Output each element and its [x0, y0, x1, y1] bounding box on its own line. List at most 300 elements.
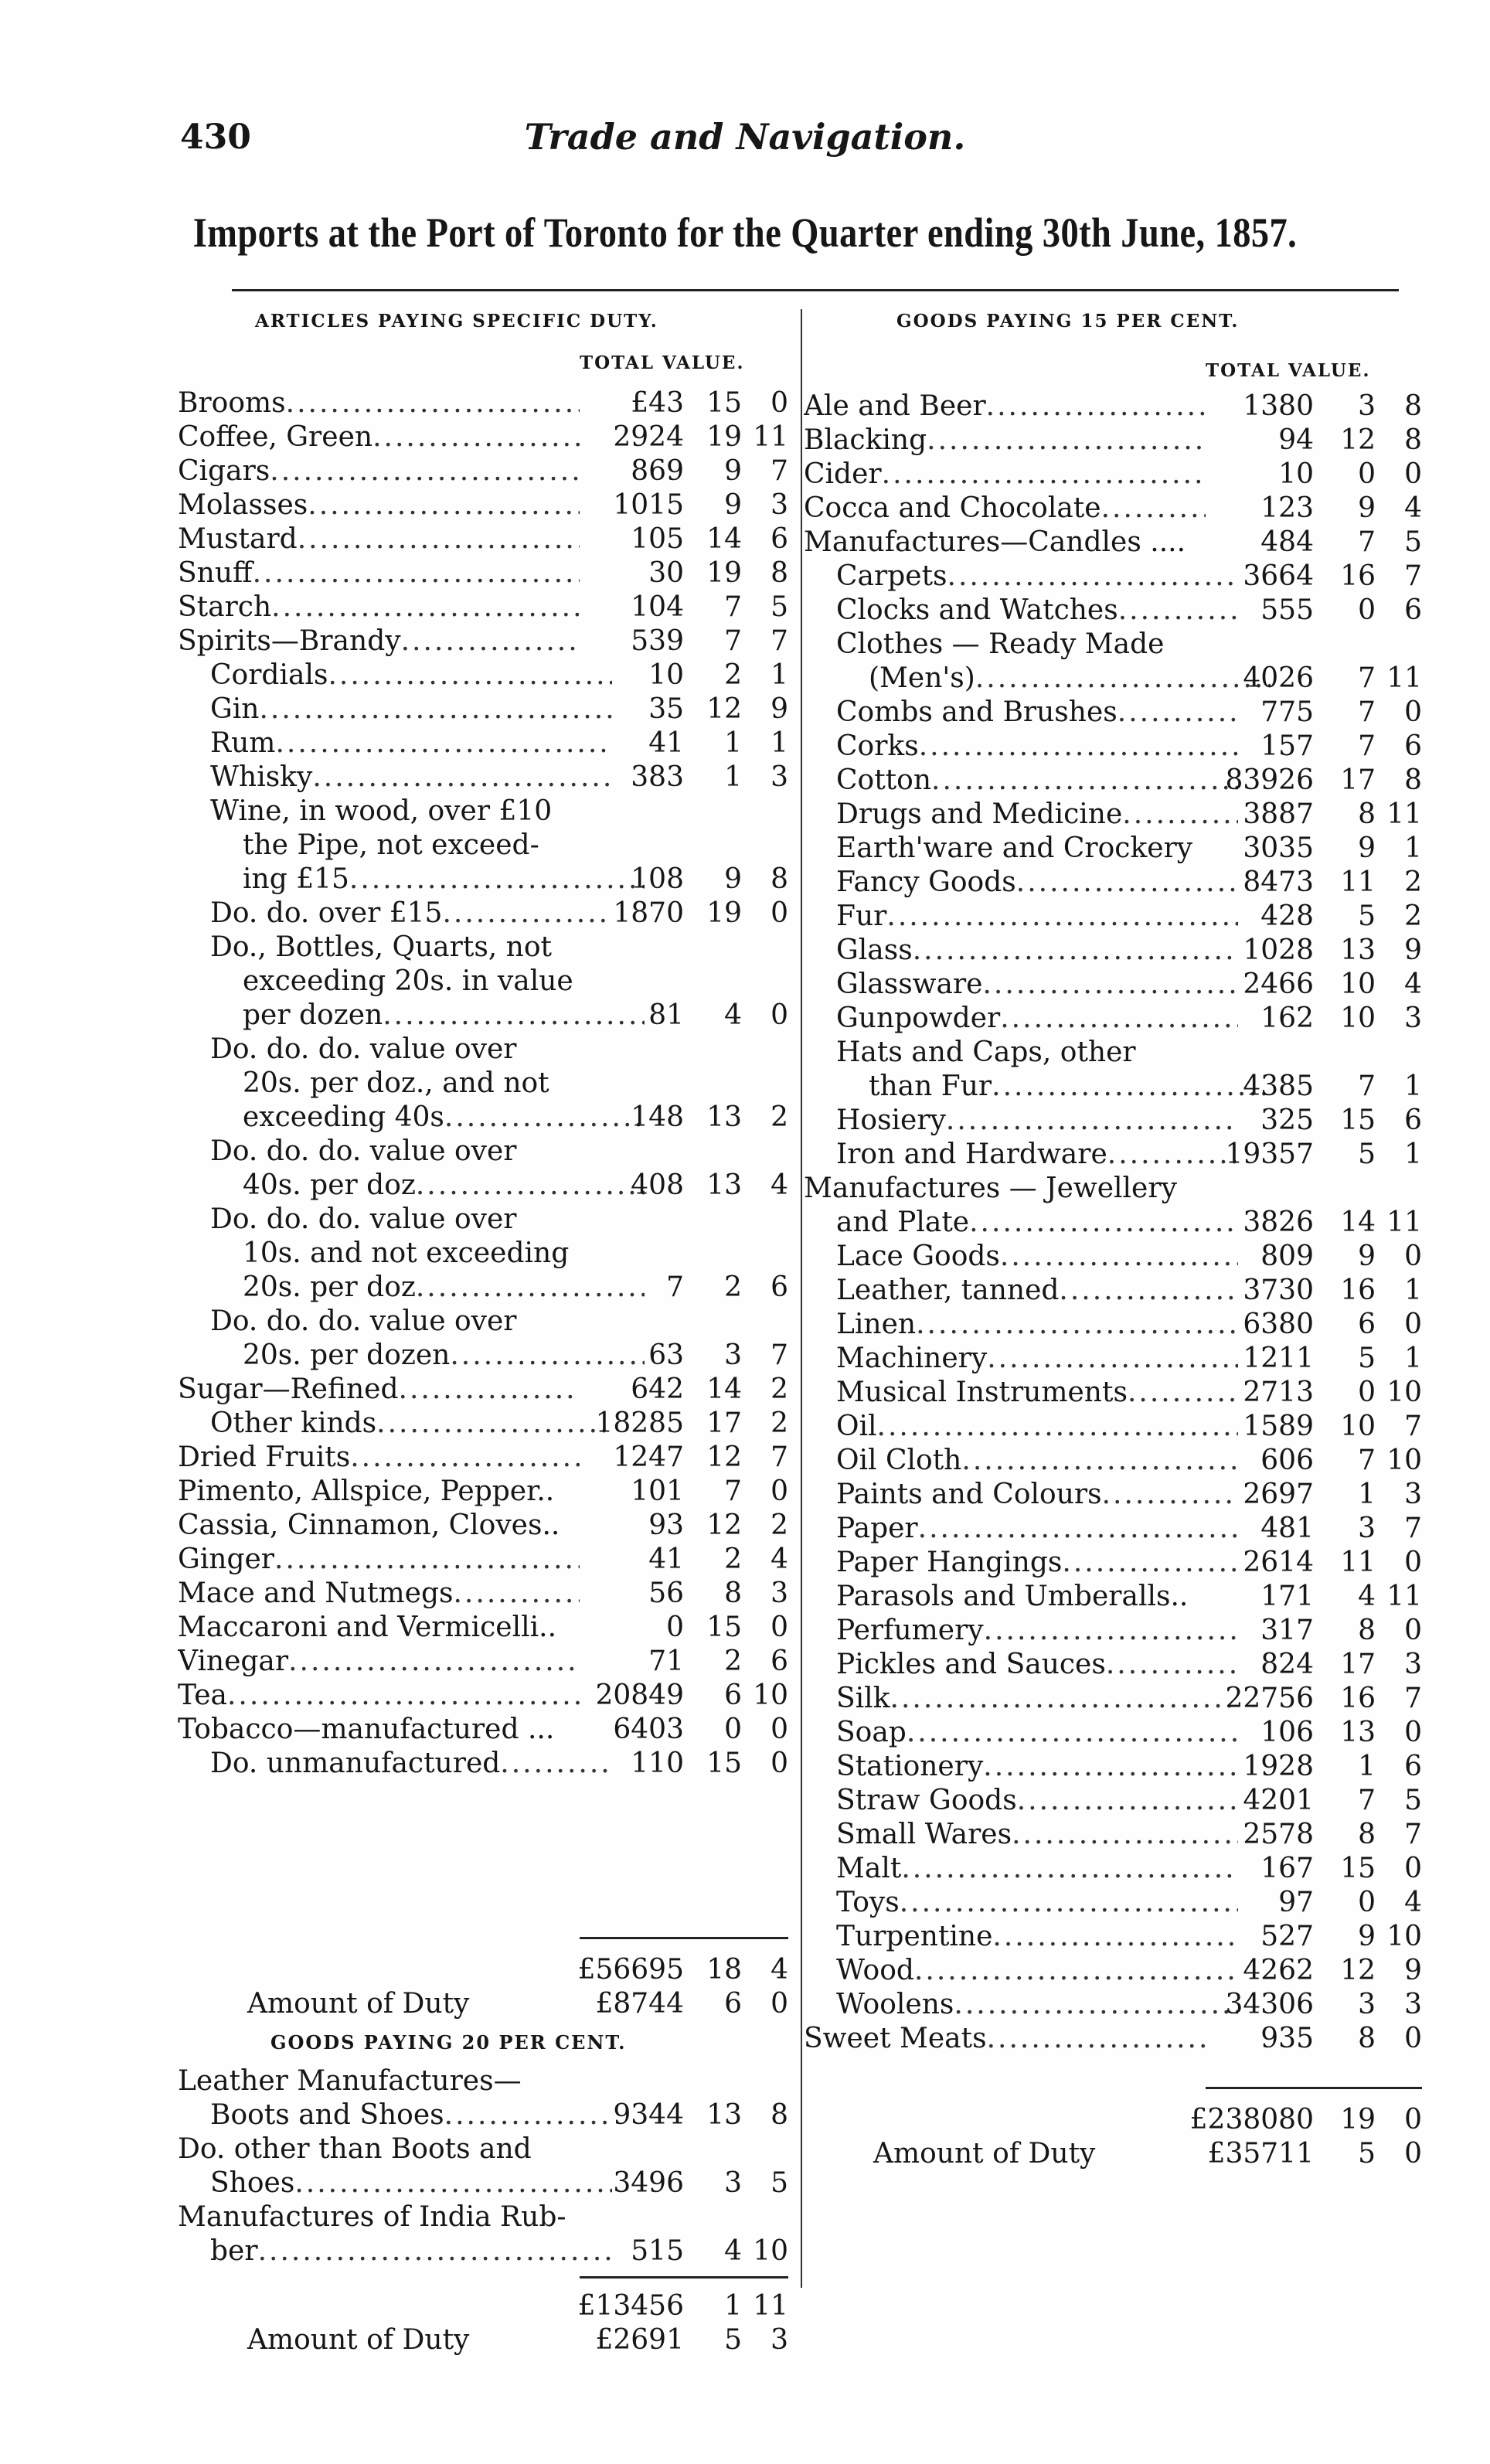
pounds-value: 157 [1260, 730, 1314, 762]
shillings-value: 6 [724, 1680, 742, 1711]
pence-value: 0 [1404, 458, 1422, 490]
shillings-value: 6 [724, 1988, 742, 2020]
item-name: Coffee, Green [178, 421, 373, 453]
pence-value: 0 [1404, 1717, 1422, 1748]
leader-dots [1012, 1818, 1238, 1852]
item-name: 20s. per dozen [243, 1339, 451, 1371]
pence-value: 8 [1404, 764, 1422, 796]
pounds-value: 325 [1260, 1104, 1314, 1136]
shillings-value: 7 [1358, 1445, 1376, 1476]
row-label [836, 1852, 1238, 1886]
item-name: Drugs and Medicine [836, 798, 1123, 830]
leader-dots [258, 2234, 612, 2268]
item-name: Hosiery [836, 1104, 946, 1136]
shillings-value: 19 [706, 557, 742, 589]
row-label [869, 1070, 1271, 1104]
shillings-value: 7 [1358, 1785, 1376, 1816]
table-row [804, 696, 1422, 730]
pence-value: 3 [771, 2324, 788, 2356]
table-row [178, 386, 788, 420]
pounds-value: 1211 [1243, 1343, 1314, 1374]
row-label [178, 420, 580, 454]
pence-value: 11 [1386, 1581, 1422, 1612]
duty-row [804, 2137, 1422, 2171]
pounds-value: 4201 [1243, 1785, 1314, 1816]
pence-value: 1 [1404, 1343, 1422, 1374]
item-name: Shoes [210, 2167, 295, 2199]
table-row [804, 832, 1422, 866]
item-name: Cordials [210, 659, 328, 691]
pence-value: 0 [1404, 1615, 1422, 1646]
leader-dots [271, 590, 580, 625]
pounds-value: 162 [1260, 1002, 1314, 1034]
row-label [210, 1203, 612, 1237]
table-row [178, 1305, 788, 1339]
right-total-value-heading: TOTAL VALUE. [1206, 360, 1371, 381]
table-row [804, 1648, 1422, 1682]
pence-value: 0 [771, 999, 788, 1031]
row-label [836, 1138, 1238, 1172]
pounds-value: 3496 [613, 2167, 684, 2199]
table-row [804, 1070, 1422, 1104]
shillings-value: 7 [724, 1475, 742, 1507]
pounds-value: 167 [1260, 1853, 1314, 1884]
shillings-value: 9 [1358, 1241, 1376, 1272]
table-row [804, 1002, 1422, 1036]
item-name: Boots and Shoes [210, 2099, 444, 2131]
pounds-value: 1247 [613, 1441, 684, 1473]
pence-value: 3 [771, 489, 788, 521]
pence-value: 8 [771, 863, 788, 895]
pence-value: 4 [1404, 492, 1422, 524]
pounds-value: 1015 [613, 489, 684, 521]
leader-dots [1000, 1002, 1238, 1036]
leader-dots [1017, 1784, 1238, 1818]
table-row [178, 693, 788, 727]
pounds-value: £13456 [577, 2290, 684, 2322]
pounds-value: 4385 [1243, 1070, 1314, 1102]
table-row [804, 1580, 1422, 1614]
row-label [836, 1444, 1238, 1478]
shillings-value: 7 [1358, 1070, 1376, 1102]
item-name: Machinery [836, 1343, 988, 1374]
leader-dots [982, 968, 1238, 1002]
shillings-value: 3 [1358, 1989, 1376, 2020]
pence-value: 6 [1404, 1104, 1422, 1136]
pounds-value: £43 [631, 387, 684, 419]
shillings-value: 10 [1340, 968, 1376, 1000]
leader-dots [1000, 1240, 1238, 1274]
shillings-value: 11 [1340, 866, 1376, 898]
leader-dots [986, 390, 1206, 424]
table-row [804, 1478, 1422, 1512]
row-label [836, 1648, 1238, 1682]
pounds-value: £2691 [595, 2324, 684, 2356]
item-name: Tea [178, 1680, 227, 1711]
item-name: Do. do. do. value over [210, 1305, 517, 1337]
row-label [210, 1305, 612, 1339]
table-row [178, 1407, 788, 1441]
item-name: Cigars [178, 455, 270, 487]
table-row [804, 730, 1422, 764]
shillings-value: 12 [706, 693, 742, 725]
pounds-value: 2713 [1243, 1377, 1314, 1408]
table-row [804, 492, 1422, 526]
pounds-value: 4026 [1243, 662, 1314, 694]
table-row [804, 1954, 1422, 1988]
pence-value: 6 [771, 523, 788, 555]
table-row [804, 1376, 1422, 1410]
pence-value: 0 [771, 1611, 788, 1643]
row-label [836, 1818, 1238, 1852]
table-row [804, 1342, 1422, 1376]
shillings-value: 1 [724, 2290, 742, 2322]
row-label [836, 1036, 1238, 1070]
shillings-value: 0 [1358, 458, 1376, 490]
subtotal-rule [580, 1937, 788, 1939]
shillings-value: 1 [724, 727, 742, 759]
item-name: Do. do. do. value over [210, 1203, 517, 1235]
row-label [836, 1002, 1238, 1036]
row-label [836, 1376, 1238, 1410]
row-label [178, 2064, 580, 2098]
leader-dots [350, 1441, 580, 1475]
leader-dots [270, 454, 580, 488]
pence-value: 1 [1404, 832, 1422, 864]
pence-value: 11 [1386, 798, 1422, 830]
pence-value: 11 [753, 421, 788, 453]
shillings-value: 8 [1358, 1819, 1376, 1850]
row-label [210, 795, 612, 829]
top-rule [232, 289, 1399, 291]
item-name: Iron and Hardware [836, 1138, 1107, 1170]
pounds-value: 642 [631, 1373, 684, 1405]
leader-dots [987, 2022, 1206, 2056]
pounds-value: 22756 [1225, 1683, 1314, 1714]
pence-value: 10 [1386, 1377, 1422, 1408]
shillings-value: 9 [1358, 492, 1376, 524]
pounds-value: 1589 [1243, 1411, 1314, 1442]
item-name: Fur [836, 900, 887, 932]
leader-dots [947, 560, 1238, 594]
pounds-value: 123 [1260, 492, 1314, 524]
pounds-value: 97 [1278, 1887, 1314, 1918]
leader-dots [931, 764, 1238, 798]
row-label [210, 2166, 612, 2200]
shillings-value: 16 [1340, 1275, 1376, 1306]
shillings-value: 5 [1358, 1343, 1376, 1374]
item-name: Manufactures — Jewellery [804, 1172, 1177, 1204]
pounds-value: 775 [1260, 696, 1314, 728]
leader-dots [308, 488, 580, 522]
item-name: Oil [836, 1411, 877, 1442]
pounds-value: 2614 [1243, 1547, 1314, 1578]
pence-value: 1 [771, 727, 788, 759]
leader-dots [298, 522, 580, 556]
row-label [178, 556, 580, 590]
item-name: Do. unmanufactured [210, 1748, 501, 1779]
table-row [804, 458, 1422, 492]
pounds-value: 19357 [1225, 1138, 1314, 1170]
item-name: Mace and Nutmegs [178, 1577, 454, 1609]
leader-dots [259, 693, 612, 727]
pence-value: 5 [771, 591, 788, 623]
item-name: Straw Goods [836, 1785, 1017, 1816]
shillings-value: 13 [1340, 1717, 1376, 1748]
left-table [178, 386, 788, 1781]
pence-value: 7 [1404, 1819, 1422, 1850]
table-row [804, 1988, 1422, 2022]
row-label [836, 560, 1238, 594]
table-row [804, 968, 1422, 1002]
item-name: Soap [836, 1717, 907, 1748]
shillings-value: 5 [1358, 1138, 1376, 1170]
item-name: ing £15 [243, 863, 349, 895]
row-label [243, 1067, 645, 1101]
duty-row [178, 1987, 788, 2021]
row-label [804, 1172, 1206, 1206]
table-row [178, 1271, 788, 1305]
row-label [178, 2132, 580, 2166]
pounds-value: 539 [631, 625, 684, 657]
table-row [804, 1410, 1422, 1444]
row-label [836, 934, 1238, 968]
table-row [804, 1750, 1422, 1784]
row-label [836, 1308, 1238, 1342]
leader-dots [954, 1988, 1238, 2022]
item-name: Earth'ware and Crockery [836, 832, 1193, 864]
row-label [178, 1543, 580, 1577]
shillings-value: 15 [706, 1611, 742, 1643]
shillings-value: 3 [1358, 390, 1376, 422]
row-label [836, 1614, 1238, 1648]
pence-value: 11 [753, 2290, 788, 2322]
table-row [804, 1274, 1422, 1308]
pence-value: 3 [771, 1577, 788, 1609]
row-label [210, 1135, 612, 1169]
item-name: Toys [836, 1887, 900, 1918]
table-row [804, 1444, 1422, 1478]
pounds-value: 10 [648, 659, 684, 691]
shillings-value: 1 [724, 761, 742, 793]
leader-dots [328, 659, 612, 693]
pence-value: 0 [771, 1714, 788, 1745]
pounds-value: 93 [648, 1509, 684, 1541]
shillings-value: 9 [724, 863, 742, 895]
pence-value: 1 [771, 659, 788, 691]
row-label [836, 1512, 1238, 1546]
leader-dots [453, 1577, 580, 1611]
item-name: Starch [178, 591, 272, 623]
duty-label: Amount of Duty [247, 1988, 470, 2020]
pounds-value: 481 [1260, 1513, 1314, 1544]
table-row [804, 1920, 1422, 1954]
row-label [178, 1577, 580, 1611]
pounds-value: 34306 [1225, 1989, 1314, 2020]
pounds-value: 3887 [1243, 798, 1314, 830]
pounds-value: 110 [631, 1748, 684, 1779]
pence-value: 0 [771, 1748, 788, 1779]
row-label [178, 1509, 580, 1543]
shillings-value: 9 [1358, 1921, 1376, 1952]
row-label [836, 1206, 1238, 1240]
item-name: Gunpowder [836, 1002, 1001, 1034]
pence-value: 0 [1404, 2138, 1422, 2170]
item-name: Molasses [178, 489, 308, 521]
pence-value: 1 [1404, 1070, 1422, 1102]
item-name: Stationery [836, 1751, 984, 1782]
row-label [178, 1475, 580, 1509]
row-label [869, 662, 1271, 696]
item-name: Maccaroni and Vermicelli.. [178, 1611, 557, 1643]
pounds-value: 383 [631, 761, 684, 793]
pounds-value: 83926 [1225, 764, 1314, 796]
pence-value: 8 [1404, 390, 1422, 422]
row-label [178, 1679, 580, 1713]
table-row [178, 454, 788, 488]
table-row [178, 1203, 788, 1237]
table-row [804, 1614, 1422, 1648]
item-name: Paper [836, 1513, 918, 1544]
table-row [178, 727, 788, 761]
row-label [836, 832, 1238, 866]
item-name: Combs and Brushes [836, 696, 1118, 728]
pounds-value: 935 [1260, 2023, 1314, 2054]
table-row [178, 1067, 788, 1101]
row-label [836, 1478, 1238, 1512]
running-title: Trade and Navigation. [524, 116, 966, 158]
item-name: Leather Manufactures— [178, 2065, 522, 2097]
shillings-value: 15 [706, 387, 742, 419]
shillings-value: 17 [706, 1407, 742, 1439]
leader-dots [877, 1410, 1238, 1444]
table-row [178, 1713, 788, 1747]
pence-value: 7 [771, 1441, 788, 1473]
table-row [178, 522, 788, 556]
leader-dots [913, 934, 1238, 968]
shillings-value: 3 [1358, 1513, 1376, 1544]
pounds-value: 555 [1260, 594, 1314, 626]
shillings-value: 17 [1340, 764, 1376, 796]
table-row [804, 628, 1422, 662]
table-row [804, 866, 1422, 900]
item-name: Musical Instruments [836, 1377, 1128, 1408]
pounds-value: 484 [1260, 526, 1314, 558]
shillings-value: 13 [706, 1101, 742, 1133]
leader-dots [890, 1682, 1238, 1716]
pounds-value: 63 [648, 1339, 684, 1371]
item-name: Blacking [804, 424, 927, 456]
subtotal-rule [1206, 2087, 1422, 2089]
row-label [836, 1886, 1238, 1920]
row-label [836, 628, 1238, 662]
pence-value: 9 [771, 693, 788, 725]
pounds-value: 4262 [1243, 1955, 1314, 1986]
shillings-value: 7 [1358, 730, 1376, 762]
pence-value: 2 [1404, 900, 1422, 932]
pounds-value: 71 [648, 1646, 684, 1677]
item-name: the Pipe, not exceed- [243, 829, 539, 861]
item-name: Paper Hangings [836, 1547, 1063, 1578]
pounds-value: £35711 [1207, 2138, 1314, 2170]
shillings-value: 9 [724, 455, 742, 487]
shillings-value: 15 [1340, 1853, 1376, 1884]
table-row [178, 1033, 788, 1067]
shillings-value: 12 [1340, 1955, 1376, 1986]
table-row [804, 1206, 1422, 1240]
pence-value: 2 [771, 1407, 788, 1439]
table-row [804, 2022, 1422, 2056]
table-row [178, 965, 788, 999]
item-name: Malt [836, 1853, 902, 1884]
item-name: Do. do. do. value over [210, 1135, 517, 1167]
pence-value: 6 [1404, 730, 1422, 762]
leader-dots [1059, 1274, 1238, 1308]
pounds-value: 2697 [1243, 1479, 1314, 1510]
pounds-value: 2466 [1243, 968, 1314, 1000]
table-row [178, 590, 788, 625]
leader-dots [919, 730, 1238, 764]
row-label [836, 1750, 1238, 1784]
shillings-value: 14 [706, 523, 742, 555]
table-row [178, 1339, 788, 1373]
leader-dots [992, 1920, 1238, 1954]
row-label [210, 2098, 612, 2132]
table-row [178, 1475, 788, 1509]
pence-value: 4 [1404, 1887, 1422, 1918]
item-name: Dried Fruits [178, 1441, 351, 1473]
pence-value: 2 [771, 1509, 788, 1541]
item-name: Do. other than Boots and [178, 2133, 532, 2165]
pence-value: 4 [1404, 968, 1422, 1000]
shillings-value: 10 [1340, 1411, 1376, 1442]
pence-value: 0 [771, 897, 788, 929]
pounds-value: 41 [648, 727, 684, 759]
pounds-value: 6403 [613, 1714, 684, 1745]
shillings-value: 15 [1340, 1104, 1376, 1136]
pence-value: 7 [1404, 1411, 1422, 1442]
table-row [804, 1852, 1422, 1886]
shillings-value: 16 [1340, 1683, 1376, 1714]
total-row [178, 2289, 788, 2323]
item-name: than Fur [869, 1070, 992, 1102]
item-name: Woolens [836, 1989, 954, 2020]
item-name: Tobacco—manufactured ... [178, 1714, 555, 1745]
pence-value: 1 [1404, 1138, 1422, 1170]
table-row [178, 488, 788, 522]
item-name: Manufactures of India Rub- [178, 2201, 566, 2233]
row-label [836, 798, 1238, 832]
table-row [178, 556, 788, 590]
item-name: 40s. per doz [243, 1169, 416, 1201]
table-row [178, 1169, 788, 1203]
right-table [804, 390, 1422, 2171]
pounds-value: 104 [631, 591, 684, 623]
shillings-value: 8 [1358, 798, 1376, 830]
row-label [836, 1342, 1238, 1376]
row-label [804, 424, 1206, 458]
item-name: Pimento, Allspice, Pepper.. [178, 1475, 555, 1507]
row-label [243, 829, 645, 863]
item-name: Leather, tanned [836, 1275, 1060, 1306]
leader-dots [969, 1206, 1238, 1240]
pence-value: 6 [771, 1271, 788, 1303]
pounds-value: 0 [666, 1611, 684, 1643]
table-row [178, 1611, 788, 1645]
item-name: exceeding 20s. in value [243, 965, 573, 997]
pence-value: 7 [771, 1339, 788, 1371]
leader-dots [900, 1886, 1238, 1920]
